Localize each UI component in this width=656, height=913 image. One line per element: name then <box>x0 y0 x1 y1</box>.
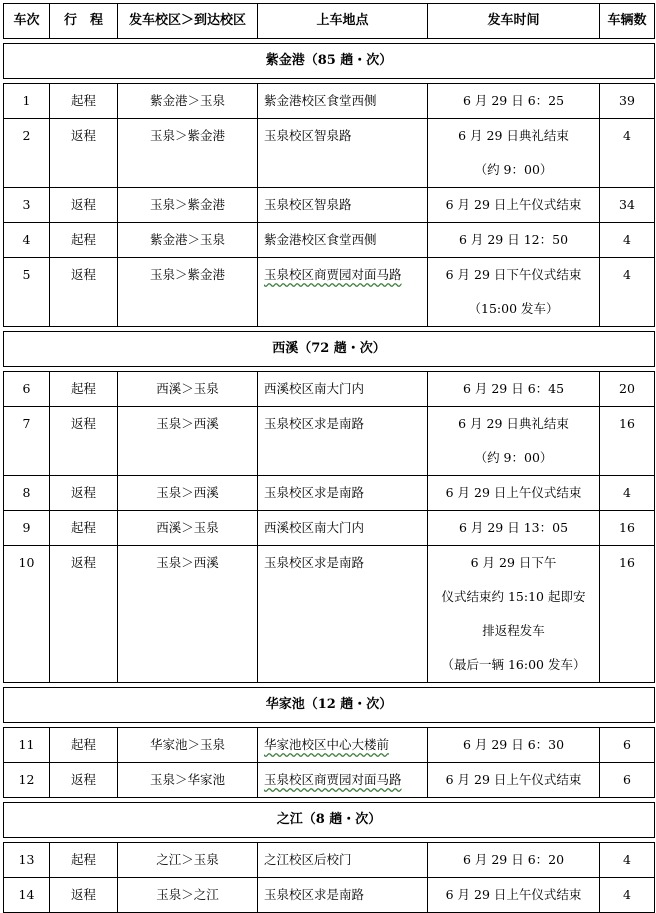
table-row <box>4 843 655 878</box>
bus-schedule-table <box>3 3 655 913</box>
cell-no: 9 <box>4 511 50 546</box>
table-row <box>4 511 655 546</box>
cell-time <box>428 258 600 327</box>
cell-no: 2 <box>4 119 50 188</box>
cell-route: 玉泉＞紫金港 <box>118 188 258 223</box>
time-line: 6 月 29 日典礼结束 <box>458 128 569 143</box>
cell-route: 玉泉＞华家池 <box>118 763 258 798</box>
section-title: 西溪（72 趟・次） <box>4 332 655 367</box>
cell-time <box>428 511 600 546</box>
time-line: 仪式结束约 15:10 起即安 <box>441 589 586 604</box>
time-line: 排返程发车 <box>482 623 545 638</box>
cell-place: 玉泉校区求是南路 <box>258 878 428 913</box>
cell-count: 6 <box>600 763 655 798</box>
table-row <box>4 188 655 223</box>
cell-route: 玉泉＞西溪 <box>118 546 258 683</box>
place-text: 玉泉校区商贾园对面马路 <box>264 772 402 787</box>
place-text: 玉泉校区商贾园对面马路 <box>264 267 402 282</box>
time-line: 6 月 29 日上午仪式结束 <box>445 887 582 902</box>
cell-no: 7 <box>4 407 50 476</box>
cell-time <box>428 223 600 258</box>
time-line: （最后一辆 16:00 发车） <box>441 657 586 672</box>
cell-trip: 起程 <box>50 843 118 878</box>
cell-trip: 起程 <box>50 511 118 546</box>
time-line: 6 月 29 日上午仪式结束 <box>445 197 582 212</box>
table-row <box>4 728 655 763</box>
section-title: 紫金港（85 趟・次） <box>4 44 655 79</box>
cell-count: 4 <box>600 878 655 913</box>
cell-count: 16 <box>600 511 655 546</box>
table-row <box>4 84 655 119</box>
cell-place: 玉泉校区智泉路 <box>258 188 428 223</box>
section-header-row <box>4 44 655 79</box>
time-line: 6 月 29 日 6：20 <box>462 852 565 867</box>
time-line: （15:00 发车） <box>468 301 559 316</box>
cell-count: 4 <box>600 223 655 258</box>
table-row <box>4 476 655 511</box>
section-title: 华家池（12 趟・次） <box>4 688 655 723</box>
table-row <box>4 546 655 683</box>
cell-trip: 返程 <box>50 878 118 913</box>
time-line: 6 月 29 日 13：05 <box>458 520 569 535</box>
cell-trip: 返程 <box>50 119 118 188</box>
cell-count: 4 <box>600 843 655 878</box>
cell-no: 11 <box>4 728 50 763</box>
table-row <box>4 407 655 476</box>
section-title: 之江（8 趟・次） <box>4 803 655 838</box>
time-line: 6 月 29 日上午仪式结束 <box>445 772 582 787</box>
cell-count: 39 <box>600 84 655 119</box>
cell-time <box>428 546 600 683</box>
cell-place: 玉泉校区智泉路 <box>258 119 428 188</box>
table-row <box>4 878 655 913</box>
cell-trip: 返程 <box>50 407 118 476</box>
header-place: 上车地点 <box>258 4 428 39</box>
time-line: （约 9：00） <box>474 450 553 465</box>
cell-place: 玉泉校区求是南路 <box>258 476 428 511</box>
cell-time <box>428 843 600 878</box>
cell-place: 玉泉校区求是南路 <box>258 407 428 476</box>
cell-no: 12 <box>4 763 50 798</box>
time-line: 6 月 29 日下午 <box>470 555 557 570</box>
cell-no: 10 <box>4 546 50 683</box>
cell-route: 玉泉＞紫金港 <box>118 258 258 327</box>
cell-count: 16 <box>600 546 655 683</box>
cell-route: 西溪＞玉泉 <box>118 372 258 407</box>
table-row <box>4 258 655 327</box>
table-row <box>4 223 655 258</box>
cell-count: 4 <box>600 258 655 327</box>
cell-count: 20 <box>600 372 655 407</box>
cell-trip: 起程 <box>50 223 118 258</box>
cell-count: 16 <box>600 407 655 476</box>
cell-no: 3 <box>4 188 50 223</box>
cell-route: 玉泉＞紫金港 <box>118 119 258 188</box>
cell-route: 紫金港＞玉泉 <box>118 84 258 119</box>
cell-trip: 返程 <box>50 763 118 798</box>
cell-route: 华家池＞玉泉 <box>118 728 258 763</box>
cell-time <box>428 407 600 476</box>
cell-time <box>428 728 600 763</box>
cell-trip: 起程 <box>50 84 118 119</box>
cell-route: 玉泉＞西溪 <box>118 476 258 511</box>
cell-route: 玉泉＞之江 <box>118 878 258 913</box>
cell-place: 紫金港校区食堂西侧 <box>258 84 428 119</box>
cell-time <box>428 878 600 913</box>
cell-count: 4 <box>600 476 655 511</box>
cell-time <box>428 84 600 119</box>
cell-no: 6 <box>4 372 50 407</box>
time-line: 6 月 29 日下午仪式结束 <box>445 267 582 282</box>
cell-trip: 返程 <box>50 258 118 327</box>
cell-place: 西溪校区南大门内 <box>258 511 428 546</box>
place-text: 华家池校区中心大楼前 <box>264 737 390 752</box>
time-line: 6 月 29 日 6：45 <box>462 381 565 396</box>
cell-time <box>428 188 600 223</box>
cell-no: 4 <box>4 223 50 258</box>
cell-count: 34 <box>600 188 655 223</box>
header-row <box>4 4 655 39</box>
section-header-row <box>4 332 655 367</box>
cell-place <box>258 728 428 763</box>
cell-time <box>428 763 600 798</box>
cell-count: 6 <box>600 728 655 763</box>
cell-route: 西溪＞玉泉 <box>118 511 258 546</box>
cell-route: 玉泉＞西溪 <box>118 407 258 476</box>
table-row <box>4 119 655 188</box>
cell-place <box>258 258 428 327</box>
time-line: 6 月 29 日典礼结束 <box>458 416 569 431</box>
cell-time <box>428 119 600 188</box>
cell-no: 13 <box>4 843 50 878</box>
cell-time <box>428 372 600 407</box>
cell-place: 紫金港校区食堂西侧 <box>258 223 428 258</box>
cell-place <box>258 763 428 798</box>
cell-trip: 返程 <box>50 476 118 511</box>
time-line: （约 9：00） <box>474 162 553 177</box>
header-time: 发车时间 <box>428 4 600 39</box>
cell-trip: 返程 <box>50 546 118 683</box>
cell-route: 紫金港＞玉泉 <box>118 223 258 258</box>
cell-no: 5 <box>4 258 50 327</box>
table-row <box>4 763 655 798</box>
cell-no: 8 <box>4 476 50 511</box>
cell-place: 之江校区后校门 <box>258 843 428 878</box>
cell-no: 1 <box>4 84 50 119</box>
header-count: 车辆数 <box>600 4 655 39</box>
header-route: 发车校区＞到达校区 <box>118 4 258 39</box>
time-line: 6 月 29 日上午仪式结束 <box>445 485 582 500</box>
cell-time <box>428 476 600 511</box>
cell-place: 玉泉校区求是南路 <box>258 546 428 683</box>
cell-trip: 返程 <box>50 188 118 223</box>
cell-trip: 起程 <box>50 372 118 407</box>
cell-route: 之江＞玉泉 <box>118 843 258 878</box>
cell-no: 14 <box>4 878 50 913</box>
cell-place: 西溪校区南大门内 <box>258 372 428 407</box>
header-trip: 行 程 <box>50 4 118 39</box>
time-line: 6 月 29 日 6：30 <box>462 737 565 752</box>
section-header-row <box>4 803 655 838</box>
header-no: 车次 <box>4 4 50 39</box>
table-body <box>4 39 655 913</box>
cell-trip: 起程 <box>50 728 118 763</box>
time-line: 6 月 29 日 6：25 <box>462 93 565 108</box>
time-line: 6 月 29 日 12：50 <box>458 232 569 247</box>
section-header-row <box>4 688 655 723</box>
cell-count: 4 <box>600 119 655 188</box>
table-row <box>4 372 655 407</box>
